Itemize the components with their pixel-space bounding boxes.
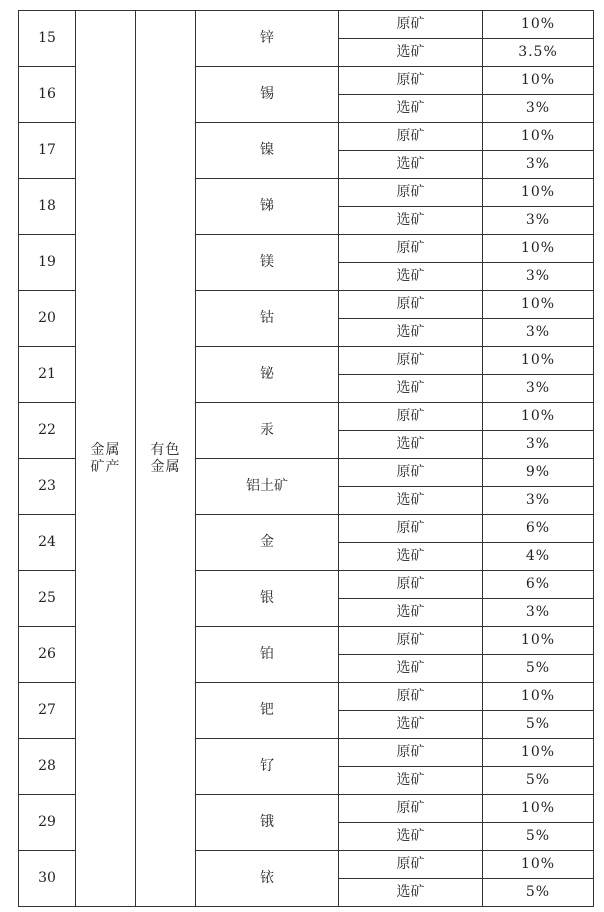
tax-rate: 10% [483,403,594,431]
ore-type: 选矿 [339,599,483,627]
tax-rate: 10% [483,123,594,151]
mineral-name: 铋 [196,347,339,403]
ore-type: 选矿 [339,263,483,291]
row-number: 15 [19,11,76,67]
ore-type: 选矿 [339,431,483,459]
tax-rate: 5% [483,767,594,795]
row-number: 21 [19,347,76,403]
ore-type: 原矿 [339,739,483,767]
tax-rate: 3% [483,263,594,291]
category-label: 矿产 [90,458,121,475]
row-number: 22 [19,403,76,459]
tax-rate: 5% [483,823,594,851]
ore-type: 选矿 [339,711,483,739]
tax-rate: 5% [483,879,594,907]
ore-type: 原矿 [339,851,483,879]
row-number: 23 [19,459,76,515]
tax-rate: 10% [483,235,594,263]
ore-type: 选矿 [339,207,483,235]
ore-type: 原矿 [339,459,483,487]
tax-rate: 10% [483,291,594,319]
tax-rate: 10% [483,795,594,823]
row-number: 26 [19,627,76,683]
ore-type: 原矿 [339,291,483,319]
mineral-name: 锡 [196,67,339,123]
ore-type: 原矿 [339,795,483,823]
tax-rate: 10% [483,347,594,375]
mineral-name: 汞 [196,403,339,459]
ore-type: 选矿 [339,879,483,907]
subcategory-label: 有色 [150,441,181,458]
ore-type: 原矿 [339,11,483,39]
ore-type: 原矿 [339,123,483,151]
tax-rate: 10% [483,67,594,95]
mineral-name: 铱 [196,851,339,907]
mineral-name: 镍 [196,123,339,179]
ore-type: 原矿 [339,179,483,207]
category-cell [76,11,136,907]
ore-type: 原矿 [339,67,483,95]
row-number: 18 [19,179,76,235]
row-number: 27 [19,683,76,739]
tax-rate: 3.5% [483,39,594,67]
tax-rate: 3% [483,599,594,627]
ore-type: 原矿 [339,571,483,599]
tax-rate: 3% [483,431,594,459]
ore-type: 原矿 [339,683,483,711]
tax-rate: 3% [483,95,594,123]
tax-rate: 10% [483,627,594,655]
mineral-tax-rate-table [18,10,594,907]
ore-type: 选矿 [339,319,483,347]
tax-rate: 3% [483,375,594,403]
ore-type: 选矿 [339,95,483,123]
ore-type: 选矿 [339,655,483,683]
tax-rate: 3% [483,487,594,515]
mineral-name: 金 [196,515,339,571]
tax-rate: 5% [483,711,594,739]
tax-rate: 10% [483,11,594,39]
ore-type: 原矿 [339,627,483,655]
ore-type: 选矿 [339,823,483,851]
row-number: 25 [19,571,76,627]
ore-type: 原矿 [339,515,483,543]
mineral-name: 银 [196,571,339,627]
row-number: 17 [19,123,76,179]
tax-rate: 3% [483,207,594,235]
tax-rate: 10% [483,179,594,207]
row-number: 20 [19,291,76,347]
ore-type: 选矿 [339,375,483,403]
mineral-name: 铂 [196,627,339,683]
mineral-name: 钯 [196,683,339,739]
tax-rate: 9% [483,459,594,487]
row-number: 16 [19,67,76,123]
mineral-name: 铝土矿 [196,459,339,515]
mineral-name: 钌 [196,739,339,795]
tax-rate: 3% [483,319,594,347]
ore-type: 选矿 [339,543,483,571]
ore-type: 原矿 [339,347,483,375]
subcategory-label: 金属 [150,458,181,475]
ore-type: 原矿 [339,235,483,263]
row-number: 29 [19,795,76,851]
ore-type: 选矿 [339,767,483,795]
tax-rate: 4% [483,543,594,571]
tax-rate: 5% [483,655,594,683]
tax-rate: 10% [483,683,594,711]
ore-type: 原矿 [339,403,483,431]
category-label: 金属 [90,441,121,458]
table-body [19,11,594,907]
row-number: 28 [19,739,76,795]
ore-type: 选矿 [339,151,483,179]
tax-rate: 6% [483,571,594,599]
mineral-name: 钴 [196,291,339,347]
tax-rate: 10% [483,851,594,879]
row-number: 30 [19,851,76,907]
table-row [19,11,594,39]
row-number: 24 [19,515,76,571]
ore-type: 选矿 [339,487,483,515]
tax-rate: 6% [483,515,594,543]
row-number: 19 [19,235,76,291]
ore-type: 选矿 [339,39,483,67]
subcategory-cell [136,11,196,907]
mineral-name: 镁 [196,235,339,291]
mineral-name: 锑 [196,179,339,235]
tax-rate: 10% [483,739,594,767]
mineral-name: 锌 [196,11,339,67]
mineral-name: 锇 [196,795,339,851]
tax-rate: 3% [483,151,594,179]
